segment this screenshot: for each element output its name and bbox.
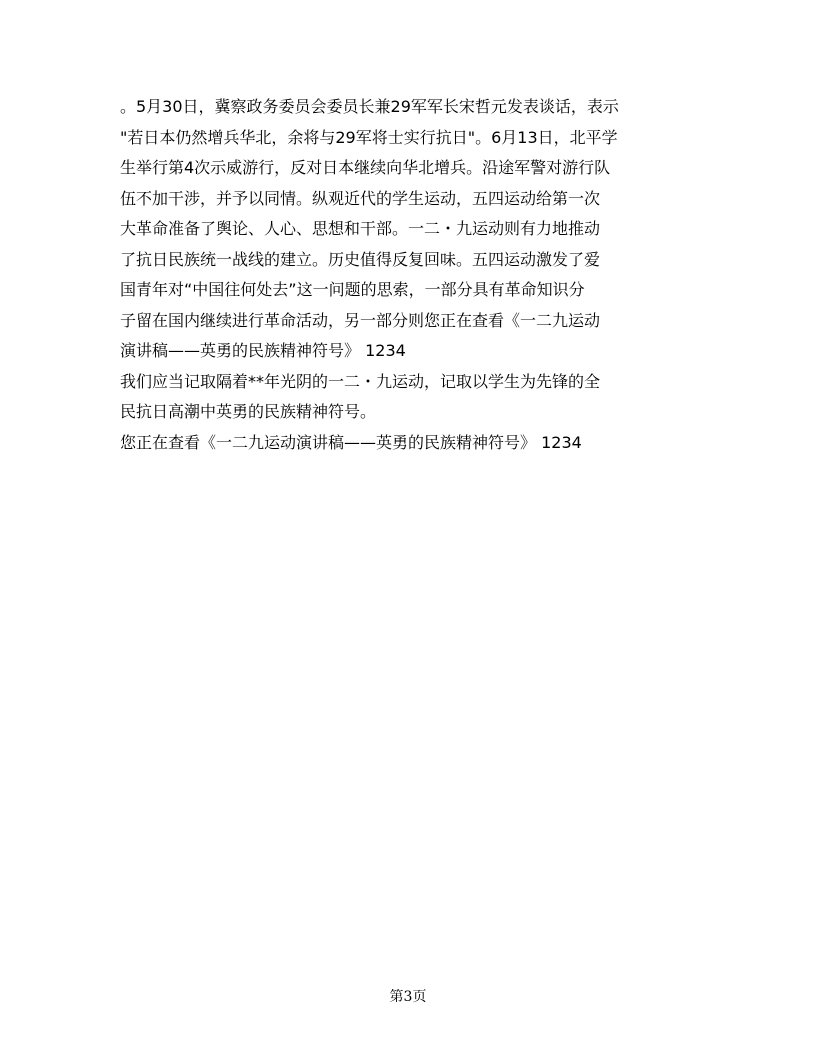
text-line: 我们应当记取隔着**年光阴的一二・九运动，记取以学生为先锋的全 — [120, 371, 601, 391]
text-line: 国青年对“中国往何处去”这一问题的思索，一部分具有革命知识分 — [120, 280, 585, 299]
text-line: 生举行第4次示威游行，反对日本继续向华北增兵。沿途军警对游行队 — [120, 158, 611, 177]
text-line: 民抗日高潮中英勇的民族精神符号。 — [120, 402, 377, 421]
text-line: "若日本仍然增兵华北，余将与29军将士实行抗日"。6月13日，北平学 — [120, 127, 618, 147]
text-line: 您正在查看《一二九运动演讲稿——英勇的民族精神符号》 1234 — [120, 432, 582, 452]
text-line: 。5月30日，冀察政务委员会委员长兼29军军长宋哲元发表谈话，表示 — [120, 97, 619, 116]
text-line: 了抗日民族统一战线的建立。历史值得反复回味。五四运动激发了爱 — [120, 249, 601, 269]
page-number: 第3页 — [389, 989, 427, 1005]
text-line: 子留在国内继续进行革命活动，另一部分则您正在查看《一二九运动 — [120, 310, 601, 330]
text-line: 伍不加干涉，并予以同情。纵观近代的学生运动，五四运动给第一次 — [120, 188, 601, 208]
text-line: 演讲稿——英勇的民族精神符号》 1234 — [120, 341, 406, 360]
body-text — [120, 92, 708, 458]
text-line: 大革命准备了舆论、人心、思想和干部。一二・九运动则有力地推动 — [120, 219, 601, 238]
